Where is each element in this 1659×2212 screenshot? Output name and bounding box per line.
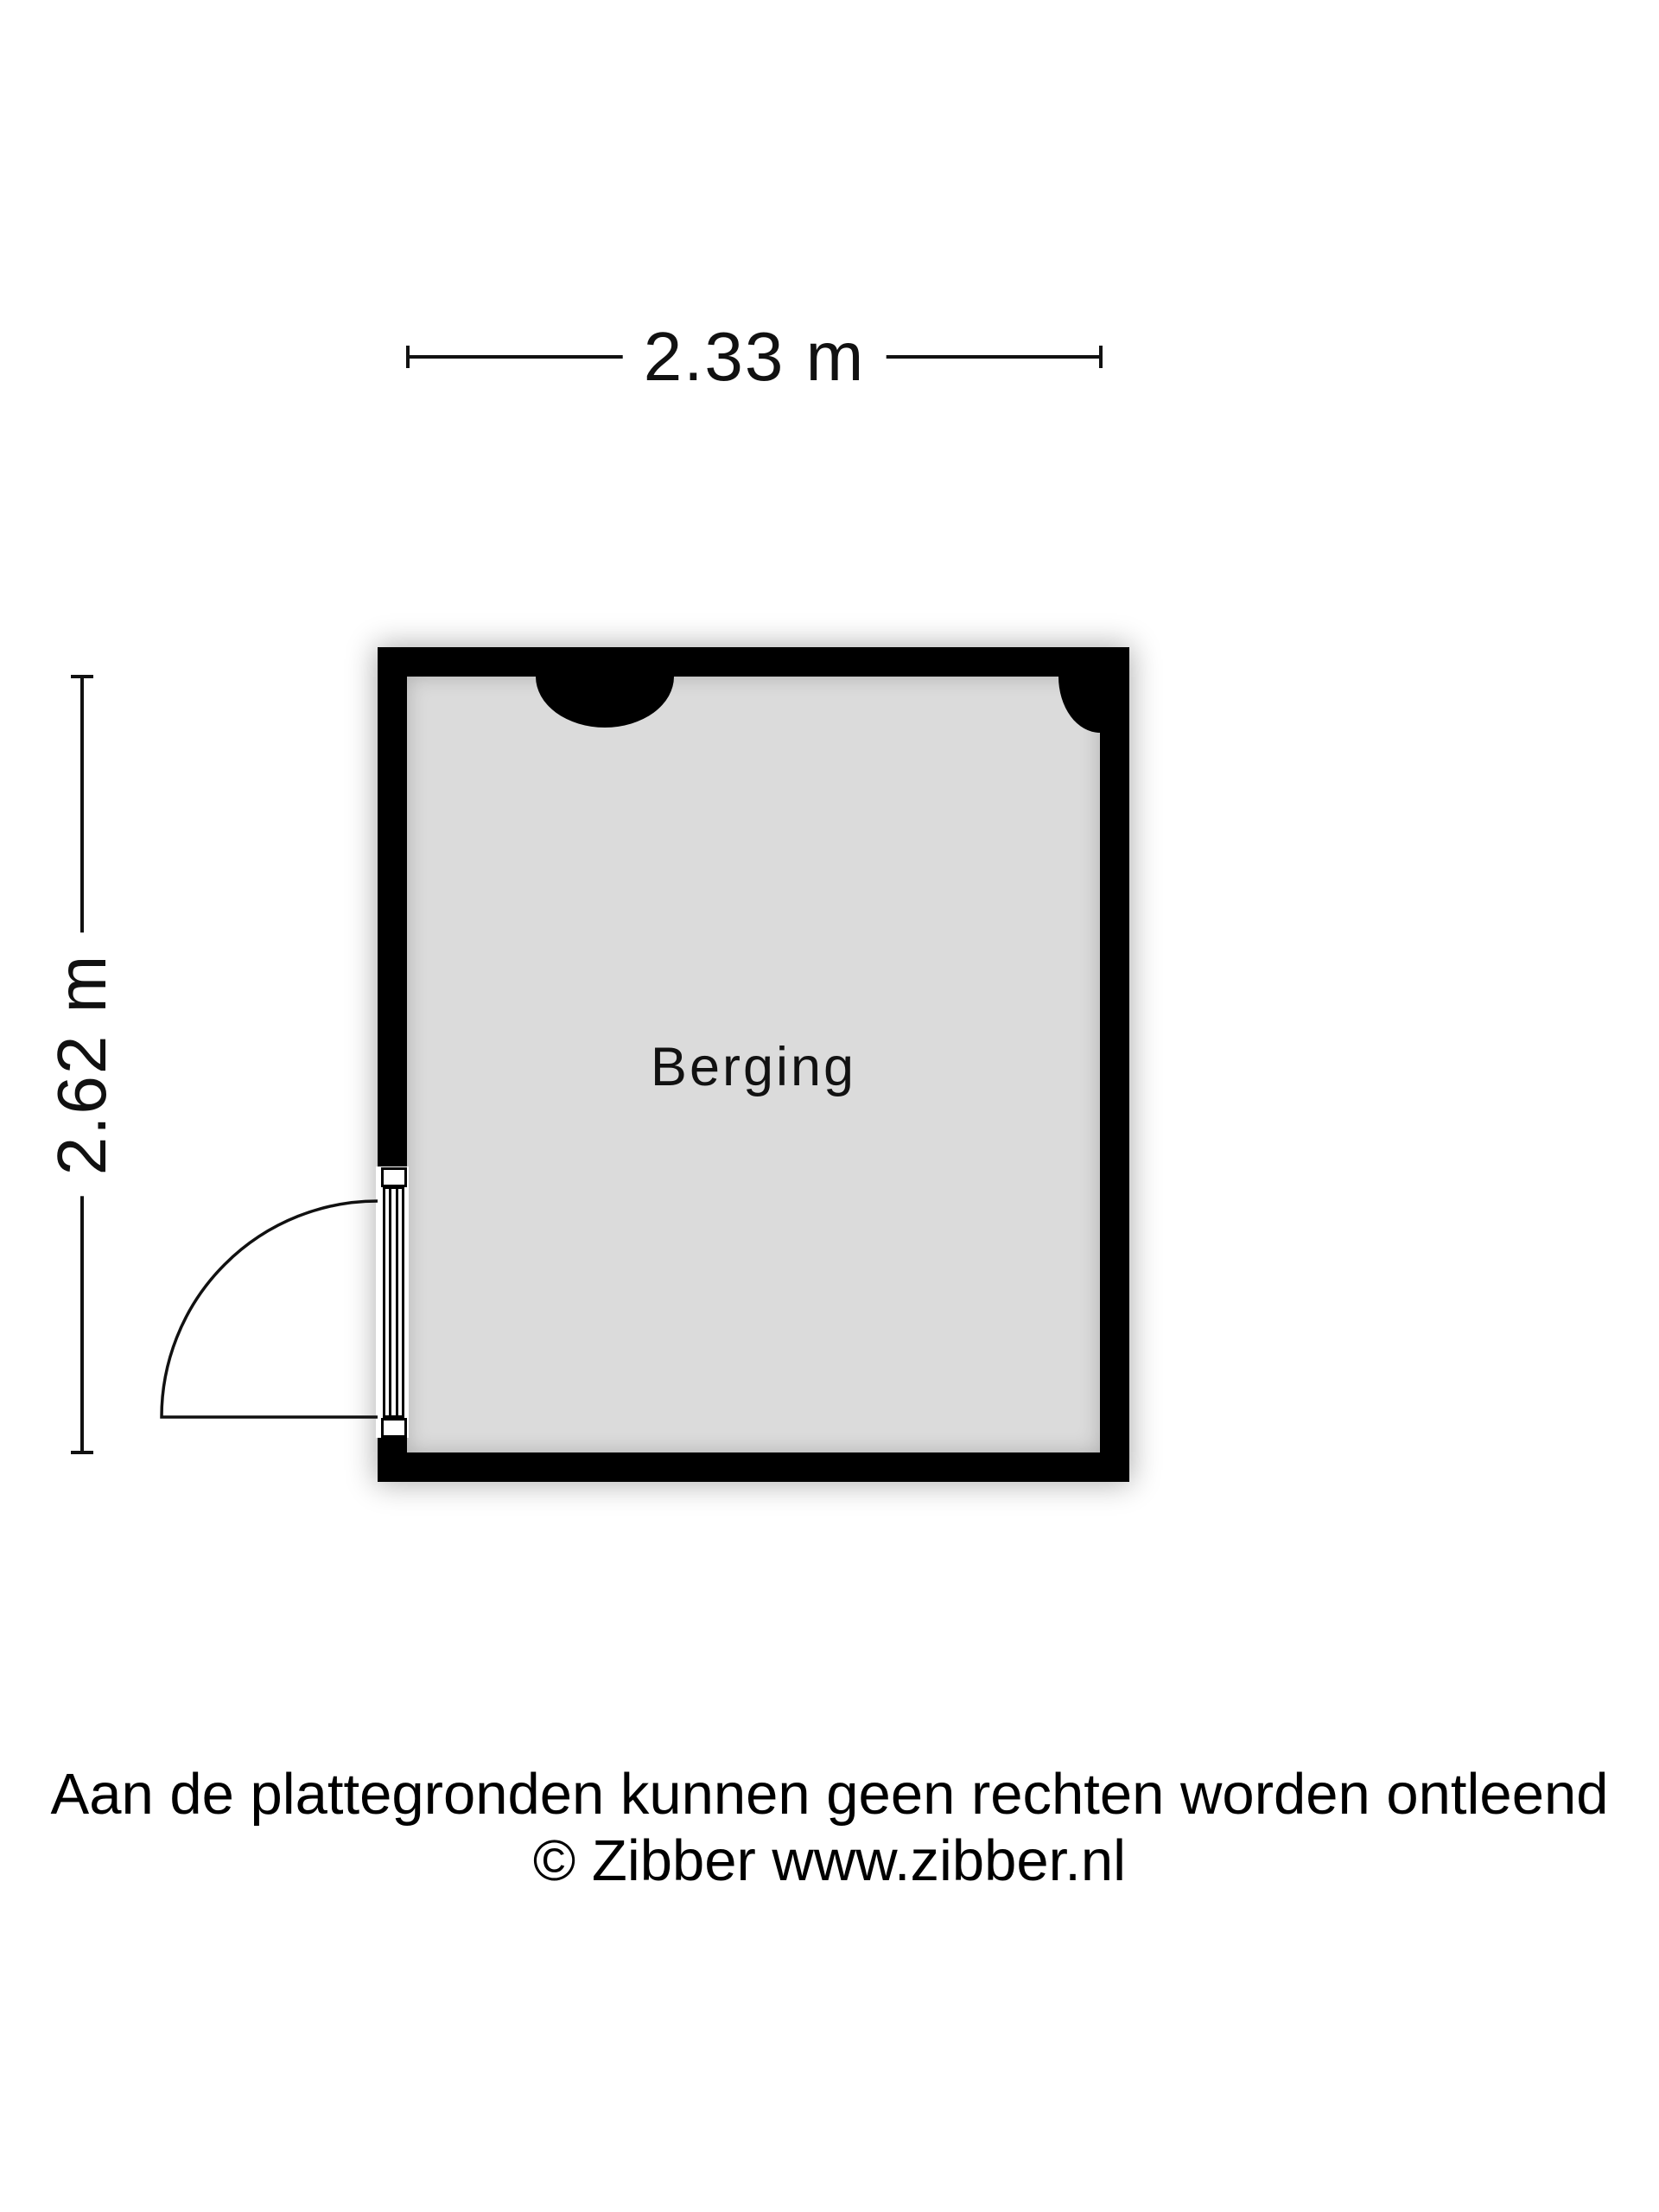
copyright-text: © Zibber www.zibber.nl	[532, 1828, 1127, 1893]
height-dimension-tick-bottom	[71, 1451, 93, 1454]
width-dimension-tick-left	[406, 346, 410, 368]
height-dimension-label: 2.62 m	[42, 933, 122, 1197]
door-leaf	[383, 1186, 404, 1418]
disclaimer-text: Aan de plattegronden kunnen geen rechten worden ontleend	[50, 1762, 1609, 1827]
width-dimension-label: 2.33 m	[623, 317, 887, 397]
width-dimension-tick-right	[1099, 346, 1103, 368]
room-label: Berging	[650, 1037, 857, 1097]
height-dimension-tick-top	[71, 675, 93, 678]
door-jamb-top	[381, 1167, 407, 1187]
door-leaf-core	[389, 1189, 398, 1415]
door-swing-arc	[156, 1185, 382, 1422]
door-jamb-bottom	[381, 1418, 407, 1438]
footer	[0, 1761, 1659, 1894]
